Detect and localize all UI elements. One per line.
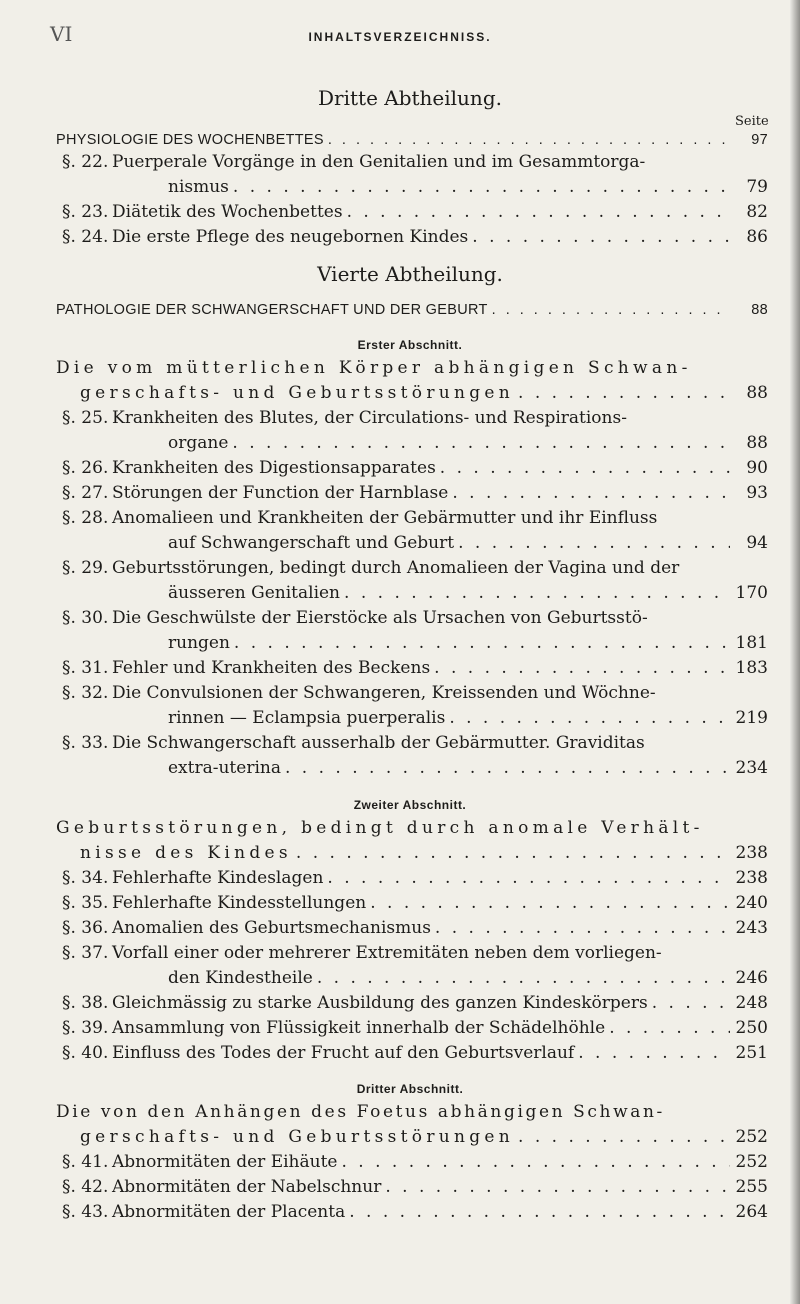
toc-entry-title-cont: äusseren Genitalien: [168, 583, 341, 603]
toc-entry-page: 248: [735, 993, 768, 1013]
dot-leader: [652, 991, 730, 1015]
part3-heading: Dritte Abtheilung.: [318, 86, 502, 110]
dot-leader: [347, 200, 730, 224]
toc-entry-35[interactable]: [62, 889, 768, 915]
dot-leader: [518, 381, 730, 405]
toc-entry-page: 93: [746, 483, 768, 503]
dot-leader: [518, 1125, 730, 1149]
toc-entry-page: 79: [746, 177, 768, 197]
toc-entry-page: 90: [746, 458, 768, 478]
toc-entry-title: Krankheiten des Blutes, der Circulations- und Respirations-: [112, 408, 627, 428]
toc-entry-page: 252: [735, 1127, 768, 1147]
toc-entry-title-cont: organe: [168, 433, 229, 453]
toc-entry-page: 246: [735, 968, 768, 988]
toc-entry-title: Geburtsstörungen, bedingt durch anomale Verhält-: [56, 818, 704, 838]
paragraph-number: §. 34.: [62, 868, 109, 888]
paragraph-number: §. 25.: [62, 408, 109, 428]
toc-entry-36[interactable]: [62, 914, 768, 940]
toc-entry-title-cont: den Kindestheile: [168, 968, 313, 988]
sub3-heading: Dritter Abschnitt.: [356, 1082, 464, 1096]
sub1-title-cont[interactable]: [80, 379, 768, 405]
toc-entry-26[interactable]: [62, 454, 768, 480]
sub2-title[interactable]: [56, 814, 768, 840]
dot-leader: [434, 656, 730, 680]
toc-entry-title: Vorfall einer oder mehrerer Extremitäten neben dem vorliegen-: [112, 943, 662, 963]
toc-entry-39[interactable]: [62, 1014, 768, 1040]
paragraph-number: §. 36.: [62, 918, 109, 938]
toc-entry-33-cont[interactable]: [168, 754, 768, 780]
dot-leader: [233, 175, 730, 199]
toc-entry-title: Geburtsstörungen, bedingt durch Anomalieen der Vagina und der: [112, 558, 680, 578]
toc-entry-title: Ansammlung von Flüssigkeit innerhalb der Schädelhöhle: [112, 1018, 606, 1038]
dot-leader: [285, 756, 730, 780]
dot-leader: [385, 1175, 730, 1199]
toc-entry-title: Störungen der Function der Harnblase: [112, 483, 449, 503]
toc-entry-page: 97: [751, 132, 768, 148]
toc-entry-page: 234: [735, 758, 768, 778]
dot-leader: [492, 298, 730, 322]
toc-entry-33[interactable]: [62, 729, 768, 755]
toc-entry-40[interactable]: [62, 1039, 768, 1065]
toc-entry-title: PATHOLOGIE DER SCHWANGERSCHAFT UND DER GEBURT: [56, 302, 488, 318]
toc-entry-25[interactable]: [62, 404, 768, 430]
toc-entry-title: Puerperale Vorgänge in den Genitalien und im Gesammtorga-: [112, 152, 646, 172]
dot-leader: [232, 431, 730, 455]
dot-leader: [370, 891, 730, 915]
toc-entry-title-cont: gerschafts- und Geburtsstörungen: [80, 1127, 515, 1147]
toc-entry-42[interactable]: [62, 1173, 768, 1199]
toc-entry-title: Die von den Anhängen des Foetus abhängigen Schwan-: [56, 1102, 665, 1122]
toc-entry-page: 88: [746, 383, 768, 403]
toc-entry-title-cont: nismus: [168, 177, 229, 197]
toc-entry-title: Abnormitäten der Nabelschnur: [112, 1177, 382, 1197]
paragraph-number: §. 28.: [62, 508, 109, 528]
dot-leader: [341, 1150, 730, 1174]
dot-leader: [472, 225, 730, 249]
toc-entry-page: 219: [735, 708, 768, 728]
toc-entry-22-cont[interactable]: [168, 173, 768, 199]
toc-entry-23[interactable]: [62, 198, 768, 224]
dot-leader: [609, 1016, 730, 1040]
toc-entry-page: 88: [746, 433, 768, 453]
toc-entry-title: Die Convulsionen der Schwangeren, Kreissenden und Wöchne-: [112, 683, 656, 703]
dot-leader: [452, 481, 730, 505]
toc-entry-43[interactable]: [62, 1198, 768, 1224]
toc-entry-title-cont: gerschafts- und Geburtsstörungen: [80, 383, 515, 403]
toc-entry-28-cont[interactable]: [168, 529, 768, 555]
paragraph-number: §. 41.: [62, 1152, 109, 1172]
toc-entry-25-cont[interactable]: [168, 429, 768, 455]
toc-entry-title: Anomalien des Geburtsmechanismus: [112, 918, 431, 938]
toc-entry-page: 88: [751, 302, 768, 318]
toc-entry-37-cont[interactable]: [168, 964, 768, 990]
toc-entry-title: Krankheiten des Digestionsapparates: [112, 458, 436, 478]
toc-entry-29[interactable]: [62, 554, 768, 580]
toc-entry-title-cont: nisse des Kindes: [80, 843, 292, 863]
toc-entry-24[interactable]: [62, 223, 768, 249]
toc-entry-title: Fehlerhafte Kindeslagen: [112, 868, 324, 888]
sub1-title[interactable]: [56, 354, 768, 380]
toc-entry-title: PHYSIOLOGIE DES WOCHENBETTES: [56, 132, 324, 148]
toc-entry-page: 250: [735, 1018, 768, 1038]
toc-entry-41[interactable]: [62, 1148, 768, 1174]
paragraph-number: §. 35.: [62, 893, 109, 913]
toc-entry-title: Die Geschwülste der Eierstöcke als Ursachen von Geburtsstö-: [112, 608, 648, 628]
paragraph-number: §. 38.: [62, 993, 109, 1013]
toc-entry-page: 238: [735, 843, 768, 863]
dot-leader: [234, 631, 730, 655]
paragraph-number: §. 23.: [62, 202, 109, 222]
toc-entry-28[interactable]: [62, 504, 768, 530]
toc-entry-title: Fehlerhafte Kindesstellungen: [112, 893, 367, 913]
toc-entry-title: Die erste Pflege des neugebornen Kindes: [112, 227, 469, 247]
paragraph-number: §. 40.: [62, 1043, 109, 1063]
toc-entry-page: 255: [735, 1177, 768, 1197]
toc-entry-title-cont: extra-uterina: [168, 758, 281, 778]
sub3-title[interactable]: [56, 1098, 768, 1124]
dot-leader: [327, 866, 730, 890]
sub3-title-cont[interactable]: [80, 1123, 768, 1149]
toc-entry-title-cont: rungen: [168, 633, 230, 653]
toc-entry-title: Fehler und Krankheiten des Beckens: [112, 658, 431, 678]
toc-entry-page: 86: [746, 227, 768, 247]
toc-entry-22[interactable]: [62, 148, 768, 174]
toc-entry-page: 252: [735, 1152, 768, 1172]
toc-entry-29-cont[interactable]: [168, 579, 768, 605]
toc-entry-page: 183: [735, 658, 768, 678]
toc-entry-page: 243: [735, 918, 768, 938]
sub2-title-cont[interactable]: [80, 839, 768, 865]
paragraph-number: §. 31.: [62, 658, 109, 678]
dot-leader: [578, 1041, 730, 1065]
toc-entry-title: Diätetik des Wochenbettes: [112, 202, 343, 222]
paragraph-number: §. 30.: [62, 608, 109, 628]
paragraph-number: §. 29.: [62, 558, 109, 578]
toc-entry-page: 82: [746, 202, 768, 222]
toc-entry-title: Abnormitäten der Eihäute: [112, 1152, 338, 1172]
seite-label: Seite: [735, 114, 769, 129]
paragraph-number: §. 33.: [62, 733, 109, 753]
paragraph-number: §. 39.: [62, 1018, 109, 1038]
paragraph-number: §. 42.: [62, 1177, 109, 1197]
toc-entry-page: 238: [735, 868, 768, 888]
toc-entry-32[interactable]: [62, 679, 768, 705]
sub1-heading: Erster Abschnitt.: [357, 338, 463, 352]
toc-entry-title: Anomalieen und Krankheiten der Gebärmutter und ihr Einfluss: [112, 508, 658, 528]
toc-entry-title: Einfluss des Todes der Frucht auf den Geburtsverlauf: [112, 1043, 575, 1063]
toc-entry-page: 240: [735, 893, 768, 913]
paragraph-number: §. 43.: [62, 1202, 109, 1222]
toc-entry-title-cont: rinnen — Eclampsia puerperalis: [168, 708, 446, 728]
toc-entry-38[interactable]: [62, 989, 768, 1015]
toc-entry-title: Gleichmässig zu starke Ausbildung des ganzen Kindeskörpers: [112, 993, 648, 1013]
toc-entry-page: 170: [735, 583, 768, 603]
paragraph-number: §. 26.: [62, 458, 109, 478]
part4-heading: Vierte Abtheilung.: [317, 262, 503, 286]
toc-entry-30-cont[interactable]: [168, 629, 768, 655]
paragraph-number: §. 27.: [62, 483, 109, 503]
paragraph-number: §. 32.: [62, 683, 109, 703]
toc-entry-page: 181: [735, 633, 768, 653]
toc-entry-pathologie[interactable]: [56, 296, 768, 322]
toc-entry-title: Abnormitäten der Placenta: [112, 1202, 346, 1222]
page-edge-shadow: [790, 0, 800, 1304]
toc-entry-31[interactable]: [62, 654, 768, 680]
dot-leader: [435, 916, 730, 940]
sub2-heading: Zweiter Abschnitt.: [353, 798, 467, 812]
toc-entry-title: Die vom mütterlichen Körper abhängigen Schwan-: [56, 358, 692, 378]
dot-leader: [449, 706, 730, 730]
dot-leader: [344, 581, 730, 605]
paragraph-number: §. 24.: [62, 227, 109, 247]
running-head: INHALTSVERZEICHNISS.: [308, 30, 492, 44]
dot-leader: [296, 841, 730, 865]
toc-entry-32-cont[interactable]: [168, 704, 768, 730]
toc-entry-page: 251: [735, 1043, 768, 1063]
toc-entry-34[interactable]: [62, 864, 768, 890]
dot-leader: [440, 456, 730, 480]
paragraph-number: §. 22.: [62, 152, 109, 172]
dot-leader: [317, 966, 730, 990]
toc-entry-30[interactable]: [62, 604, 768, 630]
toc-entry-page: 94: [746, 533, 768, 553]
toc-entry-27[interactable]: [62, 479, 768, 505]
paragraph-number: §. 37.: [62, 943, 109, 963]
toc-entry-page: 264: [735, 1202, 768, 1222]
page-number-roman: VI: [50, 22, 73, 46]
toc-entry-37[interactable]: [62, 939, 768, 965]
dot-leader: [349, 1200, 730, 1224]
dot-leader: [458, 531, 730, 555]
toc-entry-title: Die Schwangerschaft ausserhalb der Gebärmutter. Graviditas: [112, 733, 645, 753]
toc-entry-title-cont: auf Schwangerschaft und Geburt: [168, 533, 455, 553]
